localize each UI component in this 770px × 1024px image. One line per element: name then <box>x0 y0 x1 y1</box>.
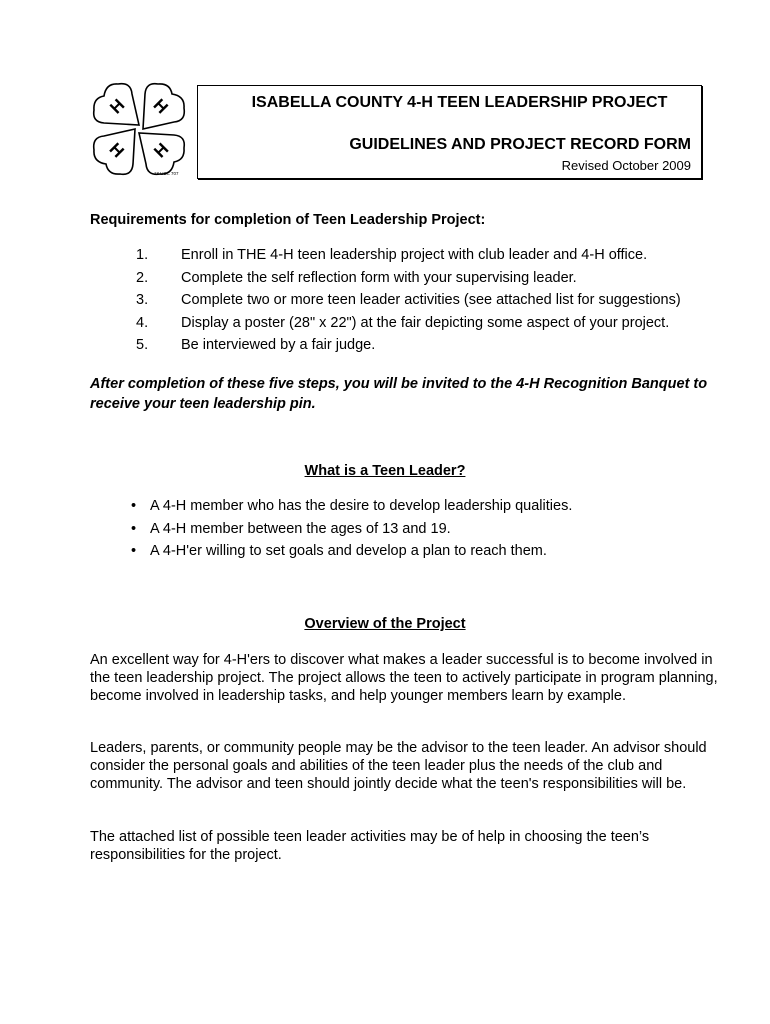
list-item <box>131 498 572 521</box>
requirement-text: Display a poster (28" x 22") at the fair depicting some aspect of your project. <box>181 314 670 331</box>
document-subtitle: GUIDELINES AND PROJECT RECORD FORM <box>349 136 691 153</box>
4h-clover-icon <box>88 78 190 180</box>
clover-letter: H <box>149 95 172 118</box>
bullet-icon: • <box>131 543 137 559</box>
teen-leader-heading: What is a Teen Leader? <box>304 463 466 479</box>
overview-paragraph: The attached list of possible teen leader activities may be of help in choosing the teen’s responsibilities for the project. <box>90 829 650 863</box>
overview-paragraph: Leaders, parents, or community people may be the advisor to the teen leader. An advisor should consider the personal goals and abilities of the teen leader plus the needs of the club and community. The advisor and teen should jointly decide what the teen's responsibilities will be. <box>90 740 707 792</box>
logo-small-text: 18 USC 707 <box>154 171 179 176</box>
requirement-item <box>0 270 770 293</box>
clover-letter: H <box>106 95 129 118</box>
completion-note: After completion of these five steps, you will be invited to the 4-H Recognition Banquet to receive your teen leadership pin. <box>90 376 708 412</box>
bullet-icon: • <box>131 520 137 537</box>
document-title: ISABELLA COUNTY 4-H TEEN LEADERSHIP PROJECT <box>251 94 668 111</box>
requirement-number: 3. <box>136 292 149 308</box>
requirement-text: Be interviewed by a fair judge. <box>181 337 376 353</box>
teen-leader-list <box>131 498 572 566</box>
requirement-text: Complete two or more teen leader activities (see attached list for suggestions) <box>181 292 681 308</box>
requirement-number: 2. <box>136 269 149 286</box>
requirement-number: 1. <box>136 247 149 263</box>
overview-heading: Overview of the Project <box>304 616 466 632</box>
requirement-item <box>0 315 770 338</box>
requirements-heading: Requirements for completion of Teen Leadership Project: <box>90 212 486 228</box>
bullet-text: A 4-H member who has the desire to develop leadership qualities. <box>150 498 573 514</box>
bullet-text: A 4-H member between the ages of 13 and 19. <box>150 520 451 537</box>
requirement-number: 4. <box>136 314 149 331</box>
requirement-item <box>0 247 770 270</box>
revision-date: Revised October 2009 <box>561 158 691 173</box>
clover-letter: H <box>150 139 173 162</box>
clover-letter: H <box>105 139 128 162</box>
requirement-item <box>0 292 770 315</box>
list-item <box>131 521 572 544</box>
requirement-number: 5. <box>136 337 149 353</box>
header-box <box>197 85 702 179</box>
requirement-text: Enroll in THE 4-H teen leadership project with club leader and 4-H office. <box>181 247 648 263</box>
requirement-text: Complete the self reflection form with your supervising leader. <box>181 269 577 286</box>
requirement-item <box>0 337 770 360</box>
overview-paragraph: An excellent way for 4-H'ers to discover what makes a leader successful is to become involved in the teen leadership project. The project allows the teen to actively participate in program planning, become involved in leadership tasks, and help younger members learn by example. <box>90 652 718 704</box>
bullet-text: A 4-H'er willing to set goals and develop a plan to reach them. <box>150 543 547 559</box>
requirements-list <box>0 247 770 360</box>
list-item <box>131 543 572 566</box>
bullet-icon: • <box>131 498 137 514</box>
